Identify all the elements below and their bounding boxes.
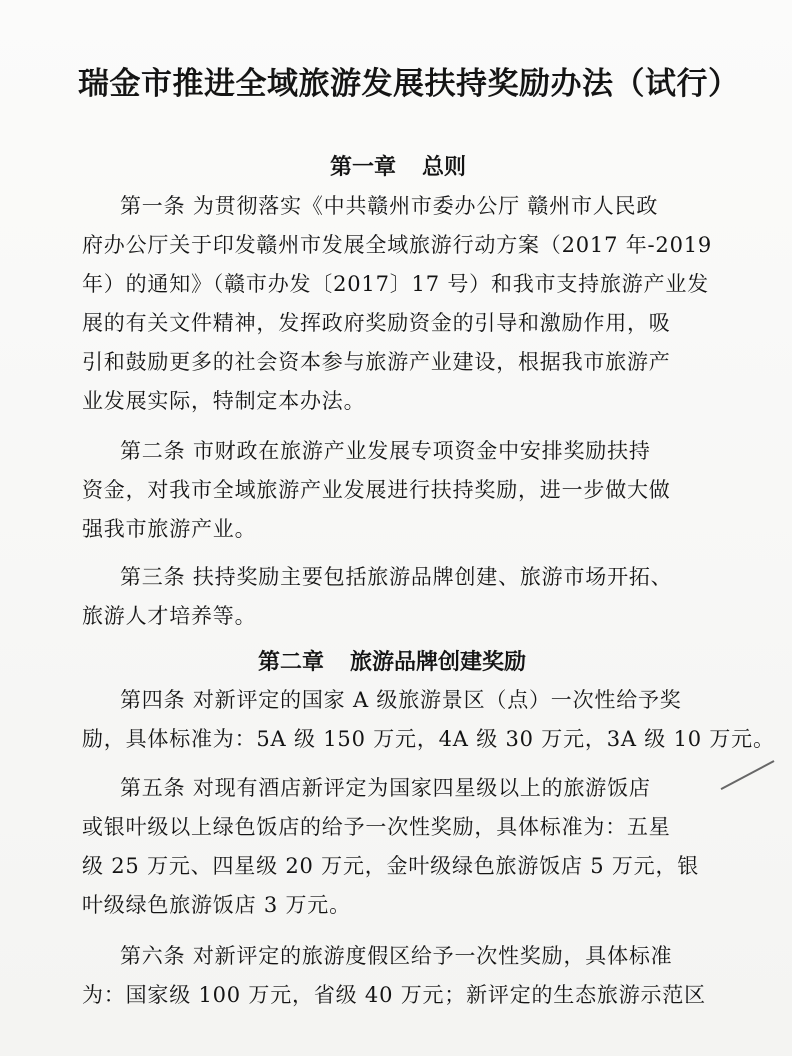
text-line-18: 第六条 对新评定的旅游度假区给予一次性奖励，具体标准: [120, 944, 673, 968]
text-line-3: 年）的通知》（赣市办发〔2017〕17 号）和我市支持旅游产业发: [82, 272, 709, 296]
chapter-heading-brand-creation: [258, 645, 558, 676]
scan-edge-line: [721, 760, 775, 790]
text-line-9: 强我市旅游产业。: [82, 517, 257, 541]
text-line-11: 旅游人才培养等。: [82, 604, 257, 628]
text-line-16: 级 25 万元、四星级 20 万元，金叶级绿色旅游饭店 5 万元，银: [82, 854, 700, 878]
chapter-name: 旅游品牌创建奖励: [350, 650, 527, 675]
text-line-17: 叶级绿色旅游饭店 3 万元。: [82, 893, 351, 917]
text-line-15: 或银叶级以上绿色饭店的给予一次性奖励，具体标准为：五星: [82, 815, 671, 839]
text-line-1: 第一条 为贯彻落实《中共赣州市委办公厅 赣州市人民政: [120, 194, 659, 218]
text-line-6: 业发展实际，特制定本办法。: [82, 389, 366, 413]
text-line-4: 展的有关文件精神，发挥政府奖励资金的引导和激励作用，吸: [82, 311, 671, 335]
chapter-label: 第一章: [330, 155, 397, 180]
chapter-heading-general: [330, 150, 480, 181]
text-line-13: 励，具体标准为：5A 级 150 万元，4A 级 30 万元，3A 级 10 万元。: [82, 727, 775, 751]
document-title: 瑞金市推进全域旅游发展扶持奖励办法（试行）: [78, 66, 740, 102]
text-line-8: 资金，对我市全域旅游产业发展进行扶持奖励，进一步做大做: [82, 478, 671, 502]
text-line-14: 第五条 对现有酒店新评定为国家四星级以上的旅游饭店: [120, 776, 651, 800]
text-line-12: 第四条 对新评定的国家 A 级旅游景区（点）一次性给予奖: [120, 688, 682, 712]
chapter-name: 总则: [422, 155, 467, 180]
text-line-2: 府办公厅关于印发赣州市发展全域旅游行动方案（2017 年-2019: [82, 233, 713, 257]
text-line-19: 为：国家级 100 万元，省级 40 万元；新评定的生态旅游示范区: [82, 983, 706, 1007]
chapter-label: 第二章: [258, 650, 325, 675]
text-line-7: 第二条 市财政在旅游产业发展专项资金中安排奖励扶持: [120, 439, 651, 463]
text-line-10: 第三条 扶持奖励主要包括旅游品牌创建、旅游市场开拓、: [120, 565, 673, 589]
text-line-5: 引和鼓励更多的社会资本参与旅游产业建设，根据我市旅游产: [82, 350, 671, 374]
